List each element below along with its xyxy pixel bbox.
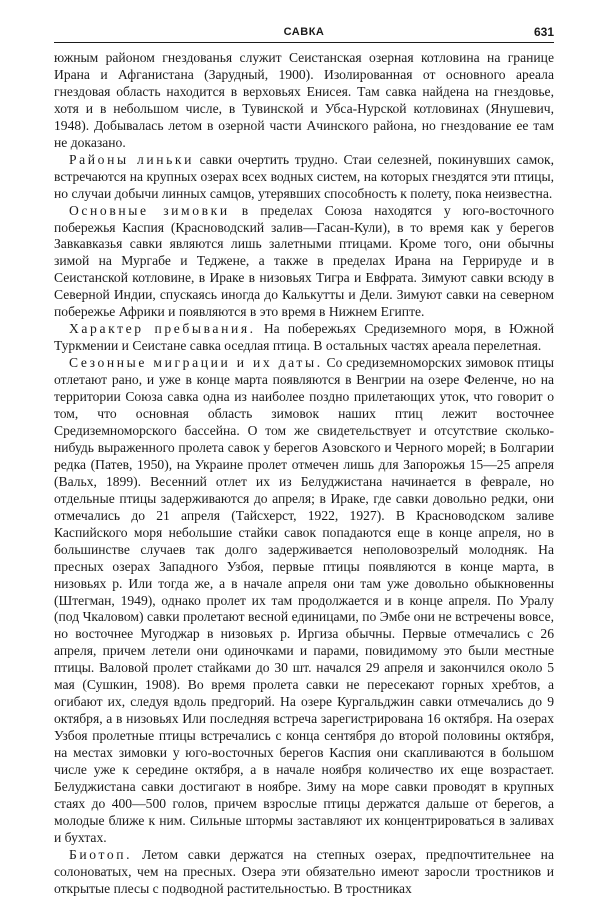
- paragraph-text: Летом савки держатся на степных озерах, предпочтительнее на солоноватых, чем на пресных. Озера эти обязательно имеют заросли тростников и открытые плесы с подводной растительностью. В тростниках: [54, 846, 554, 896]
- paragraph-text: савки очертить трудно. Стаи селезней, покинувших самок, встречаются на крупных озерах всех водных систем, на которых гнездятся эти птицы, но случаи добычи линных самцов, утерявших способность к полету, пока неизвестна.: [54, 151, 555, 201]
- paragraph-continuation: [54, 50, 554, 152]
- spaced-heading: Районы линьки: [69, 151, 194, 167]
- paragraph-text: южным районом гнездованья служит Сеистанская озерная котловина на границе Ирана и Афганистана (Зарудный, 1900). Изолированная от основного ареала гнездовая область находится в верховьях Енисея. Там савка найдена на гнездовье, хотя и в небольшом числе, в Тувинской и Убса-Нурской котловинах (Янушевич, 1948). Добывалась летом в озерной части Ачинского района, но гнездование ее там не доказано.: [54, 50, 554, 150]
- book-page: [54, 24, 554, 898]
- paragraph-residency: [54, 321, 554, 355]
- paragraph-text: На побережьях Средиземного моря, в Южной Туркмении и Сеистане савка оседлая птица. В остальных частях ареала перелетная.: [54, 321, 554, 354]
- page-number: 631: [533, 25, 554, 39]
- paragraph-molt-regions: [54, 152, 554, 203]
- paragraph-migrations: [54, 355, 554, 847]
- running-title: САВКА: [283, 26, 325, 38]
- spaced-heading: Основные зимовки: [69, 202, 230, 218]
- spaced-heading: Сезонные миграции и их даты.: [69, 355, 323, 371]
- paragraph-text: в пределах Союза находятся у юго-восточного побережья Каспия (Красноводский залив—Гасан-Кули), в то время как у берегов Завкавказья савки являются лишь залетными птицами. Кроме того, они обычны зимой на Мургабе и Теджене, а также в пределах Ирана на Геррируде и в Сеистанской котловине, в Ираке в низовьях Тигра и Евфрата. Зимуют савки всюду в Северной Индии, спускаясь иногда до Калькутты и Дели. Зимуют савки на северном побережье Африки и появляются в это время в Нижнем Египте.: [54, 202, 555, 320]
- spaced-heading: Характер пребывания.: [69, 321, 256, 337]
- paragraph-wintering: [54, 203, 554, 322]
- spaced-heading: Биотоп.: [69, 846, 133, 862]
- paragraph-biotope: [54, 847, 554, 898]
- page-body: [54, 50, 554, 898]
- paragraph-text: Со средиземноморских зимовок птицы отлетают рано, и уже в конце марта появляются в Венгрии на озере Феленче, но на территории Союза савка одна из наиболее поздно прилетающих уток, что говорит о том, что основная область зимовок наших птиц лежит восточнее Средиземноморского бассейна. О том же свидетельствует и отсутствие сколько-нибудь выраженного пролета савок у берегов Азовского и Черного морей; в Болгарии редка (Патев, 1950), на Украине пролет отмечен лишь для Запорожья 15—25 апреля (Вальх, 1899). Весенний отлет их из Белуджистана начинается в феврале, но отдельные птицы задерживаются до апреля; в Ираке, где савки довольно редки, они отмечались до 21 апреля (Тайсхерст, 1922, 1927). В Красноводском заливе Каспийского моря небольшие стайки савок попадаются еще в конце апреля, но в большинстве случаев так долго задерживается неполовозрелый молодняк. На пресных озерах Западного Узбоя, первые птицы появляются в конце марта, в низовьях р. Или тогда же, а в начале апреля они там уже довольно обыкновенны (Штегман, 1949), однако пролет их там продолжается и в конце апреля. По Уралу (под Чкаловом) савки пролетают весной единицами, по Эмбе они не встречены вовсе, но восточнее Мугоджар в низовьях р. Иргиза обычны. Первые отмечались с 26 апреля, причем летели они одиночками и парами, повидимому это были местные птицы. Валовой пролет стайками до 30 шт. начался 29 апреля и закончился около 5 мая (Сушкин, 1908). Во время пролета савки не пересекают горных хребтов, а огибают их, следуя вдоль предгорий. На озере Кургальджин савки отмечались до 9 октября, а в низовьях Или последняя встреча зарегистрирована 16 октября. На озерах Узбоя пролетные птицы встречались с конца сентября до второй половины октября, на местах зимовки у юго-восточных берегов Каспия они скапливаются в большом числе уже к середине октября, а в начале ноября количество их еще возрастает. Белуджистана савки достигают в ноябре. Зиму на море савки проводят в крупных стаях до 400—500 голов, причем взрослые птицы держатся дальше от берегов, а молодые ближе к ним. Сильные штормы заставляют их концентрироваться в заливах и бухтах.: [54, 355, 554, 845]
- running-header: [54, 24, 554, 43]
